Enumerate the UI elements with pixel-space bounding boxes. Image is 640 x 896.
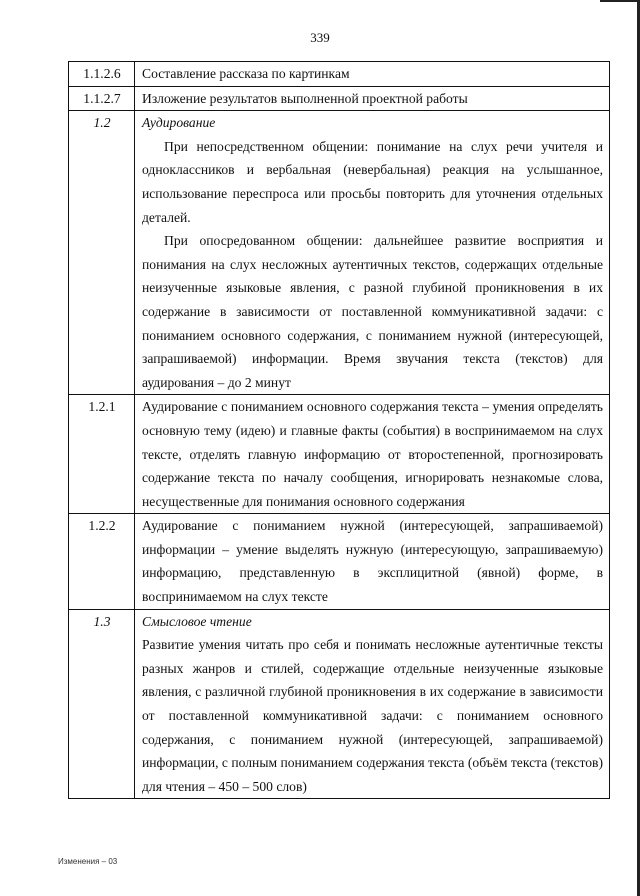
table-row <box>69 86 610 111</box>
section-cell <box>135 609 610 799</box>
section-paragraph: Развитие умения читать про себя и понимать несложные аутентичные тексты разных жанров и стилей, содержащие отдельные неизученные языковые явления, с различной глубиной проникновения в их содержание в зависимости от поставленной коммуникативной задачи: с пониманием основного содержания, с пониманием нужной (интересующей, запрашиваемой) информации, с полным пониманием содержания текста (объём текста (текстов) для чтения – 450 – 500 слов) <box>142 637 603 794</box>
section-cell <box>135 111 610 395</box>
content-table <box>68 61 610 799</box>
row-text: Аудирование с пониманием нужной (интересующей, запрашиваемой) информации – умение выделять нужную (интересующую, запрашиваемую) информацию, представленную в эксплицитной (явной) форме, в воспринимаемом на слух тексте <box>135 514 610 609</box>
row-text: Составление рассказа по картинкам <box>135 62 610 87</box>
row-code: 1.1.2.7 <box>69 86 135 111</box>
table-row <box>69 395 610 514</box>
scan-edge-top <box>600 0 640 2</box>
section-paragraph: При непосредственном общении: понимание на слух речи учителя и одноклассников и вербальная (невербальная) реакция на услышанное, использование переспроса или просьбы повторить для уточнения отдельных деталей. <box>142 138 603 225</box>
table-row <box>69 111 610 395</box>
section-code: 1.3 <box>69 609 135 799</box>
table-row <box>69 514 610 609</box>
row-text: Изложение результатов выполненной проектной работы <box>135 86 610 111</box>
section-paragraph: При опосредованном общении: дальнейшее развитие восприятия и понимания на слух несложных аутентичных текстов, содержащих отдельные неизученные языковые явления, с разной глубиной проникновения в их содержание в зависимости от поставленной коммуникативной задачи: с пониманием основного содержания, с пониманием нужной (интересующей, запрашиваемой) информации. Время звучания текста (текстов) для аудирования – до 2 минут <box>142 233 603 390</box>
section-code: 1.2 <box>69 111 135 395</box>
section-heading: Смысловое чтение <box>142 613 252 629</box>
row-code: 1.2.2 <box>69 514 135 609</box>
table-row <box>69 62 610 87</box>
table-row <box>69 609 610 799</box>
row-text: Аудирование с пониманием основного содержания текста – умения определять основную тему (идею) и главные факты (события) в воспринимаемом на слух тексте, отделять главную информацию от второстепенной, прогнозировать содержание текста по началу сообщения, игнорировать незнакомые слова, несущественные для понимания основного содержания <box>135 395 610 514</box>
page-number: 339 <box>310 30 330 45</box>
section-heading: Аудирование <box>142 115 216 131</box>
footer-revision: Изменения – 03 <box>58 857 118 866</box>
row-code: 1.1.2.6 <box>69 62 135 87</box>
row-code: 1.2.1 <box>69 395 135 514</box>
